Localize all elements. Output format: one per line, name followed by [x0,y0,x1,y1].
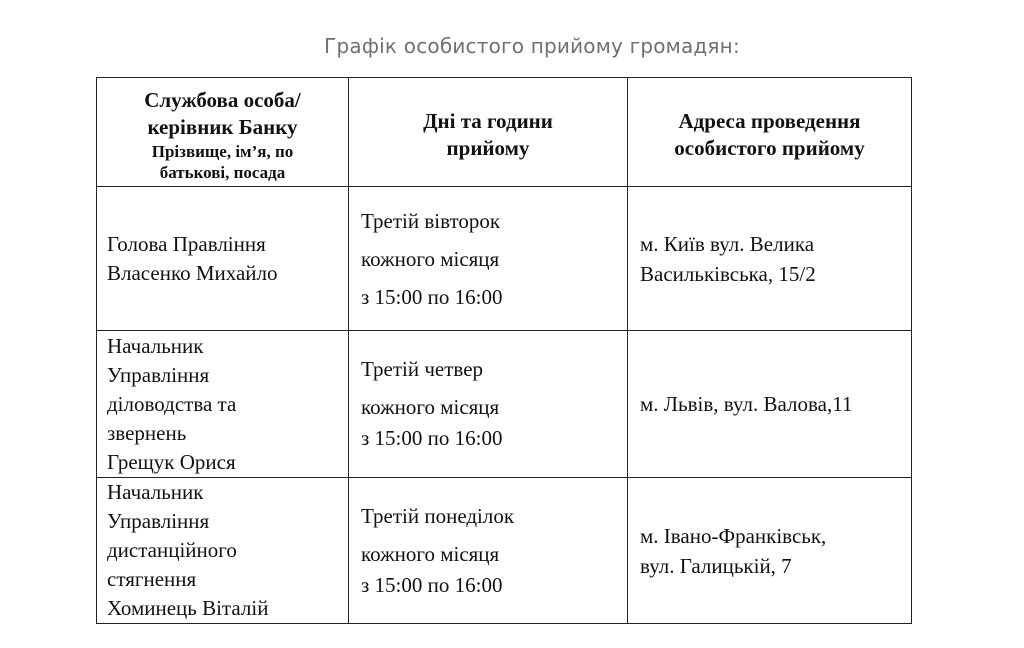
address-cell [628,331,912,478]
schedule-line: з 15:00 по 16:00 [361,572,503,597]
schedule-cell [349,187,628,331]
address-line: м. Львів, вул. Валова,11 [640,392,853,416]
header-official-line: керівник Банку [147,115,298,139]
header-official-sub: батькові, посада [159,163,286,182]
official-line: Власенко Михайло [107,260,278,285]
page-title: Графік особистого прийому громадян: [324,34,740,58]
official-cell [97,331,349,478]
header-schedule [349,78,628,187]
address-line: м. Івано-Франківськ, [640,523,827,548]
schedule-line: Третій четвер [361,357,484,381]
header-address [628,78,912,187]
official-cell [97,187,349,331]
header-official-sub: Прізвище, ім’я, по [151,142,294,161]
address-cell [628,187,912,331]
table-row [97,187,912,331]
address-line: вул. Галицькій, 7 [640,553,792,578]
official-line: Управління [107,362,210,387]
schedule-line: кожного місяця [361,395,500,419]
header-schedule-line: прийому [446,136,530,160]
address-cell [628,478,912,624]
official-line: звернень [107,420,187,445]
header-official [97,78,349,187]
official-line: дистанційного [107,538,237,562]
official-line: стягнення [107,567,197,591]
address-line: м. Київ вул. Велика [640,231,815,256]
official-cell [97,478,349,624]
schedule-line: з 15:00 по 16:00 [361,426,503,450]
table-row [97,478,912,624]
schedule-line: Третій вівторок [361,208,501,233]
schedule-cell [349,478,628,624]
official-line: Начальник [107,333,204,358]
address-line: Васильківська, 15/2 [640,261,816,286]
official-line: діловодства та [107,391,237,416]
table-row [97,331,912,478]
schedule-cell [349,331,628,478]
header-address-line: особистого прийому [674,136,865,160]
official-line: Голова Правління [107,231,266,256]
schedule-line: кожного місяця [361,246,500,271]
official-line: Хоминець Віталій [107,596,269,620]
official-line: Начальник [107,480,204,504]
official-line: Грещук Орися [107,449,236,474]
reception-schedule-table [96,77,912,624]
schedule-line: кожного місяця [361,541,500,566]
official-line: Управління [107,509,210,533]
schedule-line: Третій понеділок [361,503,515,528]
table-header-row [97,78,912,187]
schedule-line: з 15:00 по 16:00 [361,284,503,309]
header-address-line: Адреса проведення [678,109,861,133]
header-official-line: Службова особа/ [144,88,301,112]
header-schedule-line: Дні та години [423,109,553,133]
